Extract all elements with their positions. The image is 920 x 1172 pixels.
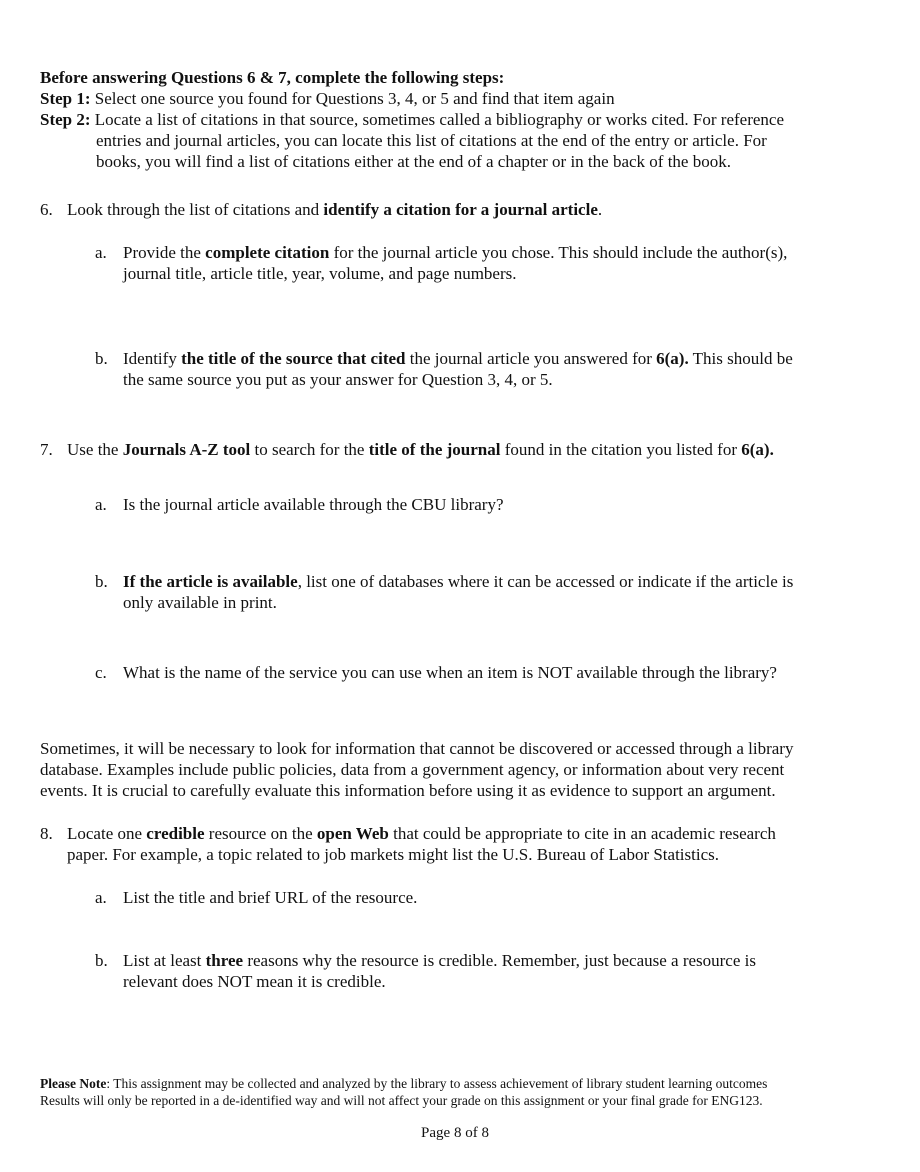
- question-7b: [95, 571, 885, 612]
- question-8b: [95, 950, 885, 991]
- question-6-text: Look through the list of citations and identify a citation for a journal article.: [67, 200, 603, 219]
- step-2-line3: books, you will find a list of citations either at the end of a chapter or in the back of the book.: [96, 152, 731, 171]
- question-6a: [95, 242, 885, 283]
- intro-section: [40, 67, 880, 172]
- question-8-number: 8.: [40, 824, 53, 843]
- question-7c-letter: c.: [95, 663, 107, 682]
- intro-heading: Before answering Questions 6 & 7, complete the following steps:: [40, 68, 505, 87]
- question-7b-letter: b.: [95, 572, 108, 591]
- question-7c-text: What is the name of the service you can use when an item is NOT available through the library?: [123, 663, 777, 682]
- page-number: Page 8 of 8: [421, 1125, 489, 1141]
- question-6b-letter: b.: [95, 349, 108, 368]
- question-8a-text: List the title and brief URL of the resource.: [123, 888, 418, 907]
- question-8-text: Locate one credible resource on the open Web that could be appropriate to cite in an academic research paper. For example, a topic related to job markets might list the U.S. Bureau of Labor Statistics.: [67, 824, 776, 864]
- question-7-number: 7.: [40, 440, 53, 459]
- open-web-paragraph: Sometimes, it will be necessary to look for information that cannot be discovered or accessed through a library database. Examples include public policies, data from a government agency, or information about very recent events. It is crucial to carefully evaluate this information before using it as evidence to support an argument.: [40, 739, 794, 800]
- question-6a-letter: a.: [95, 243, 107, 262]
- footer-note: Please Note: This assignment may be collected and analyzed by the library to assess achievement of library student learning outcomes Results will only be reported in a de-identified way and will not affect your grade on this assignment or your final grade for ENG123.: [40, 1076, 768, 1108]
- question-7-text: Use the Journals A-Z tool to search for the title of the journal found in the citation you listed for 6(a).: [67, 440, 774, 459]
- question-7: [40, 439, 885, 460]
- step-1: Step 1: Select one source you found for Questions 3, 4, or 5 and find that item again: [40, 89, 615, 108]
- question-6b: [95, 348, 885, 389]
- question-7a-text: Is the journal article available through the CBU library?: [123, 495, 504, 514]
- question-7c: [95, 662, 885, 683]
- question-6a-text: Provide the complete citation for the journal article you chose. This should include the author(s), journal title, article title, year, volume, and page numbers.: [123, 243, 788, 283]
- question-8b-text: List at least three reasons why the resource is credible. Remember, just because a resource is relevant does NOT mean it is credible.: [123, 951, 756, 991]
- step-2: Step 2: Locate a list of citations in that source, sometimes called a bibliography or works cited. For reference: [40, 110, 784, 129]
- question-8: [40, 823, 885, 864]
- question-6-number: 6.: [40, 200, 53, 219]
- question-8b-letter: b.: [95, 951, 108, 970]
- question-7a: [95, 494, 885, 515]
- question-8a-letter: a.: [95, 888, 107, 907]
- question-8a: [95, 887, 885, 908]
- question-6b-text: Identify the title of the source that cited the journal article you answered for 6(a). This should be the same source you put as your answer for Question 3, 4, or 5.: [123, 349, 793, 389]
- step-2-line2: entries and journal articles, you can locate this list of citations at the end of the entry or article. For: [96, 131, 767, 150]
- question-7a-letter: a.: [95, 495, 107, 514]
- question-6: [40, 199, 880, 220]
- question-7b-text: If the article is available, list one of databases where it can be accessed or indicate if the article is only available in print.: [123, 572, 794, 612]
